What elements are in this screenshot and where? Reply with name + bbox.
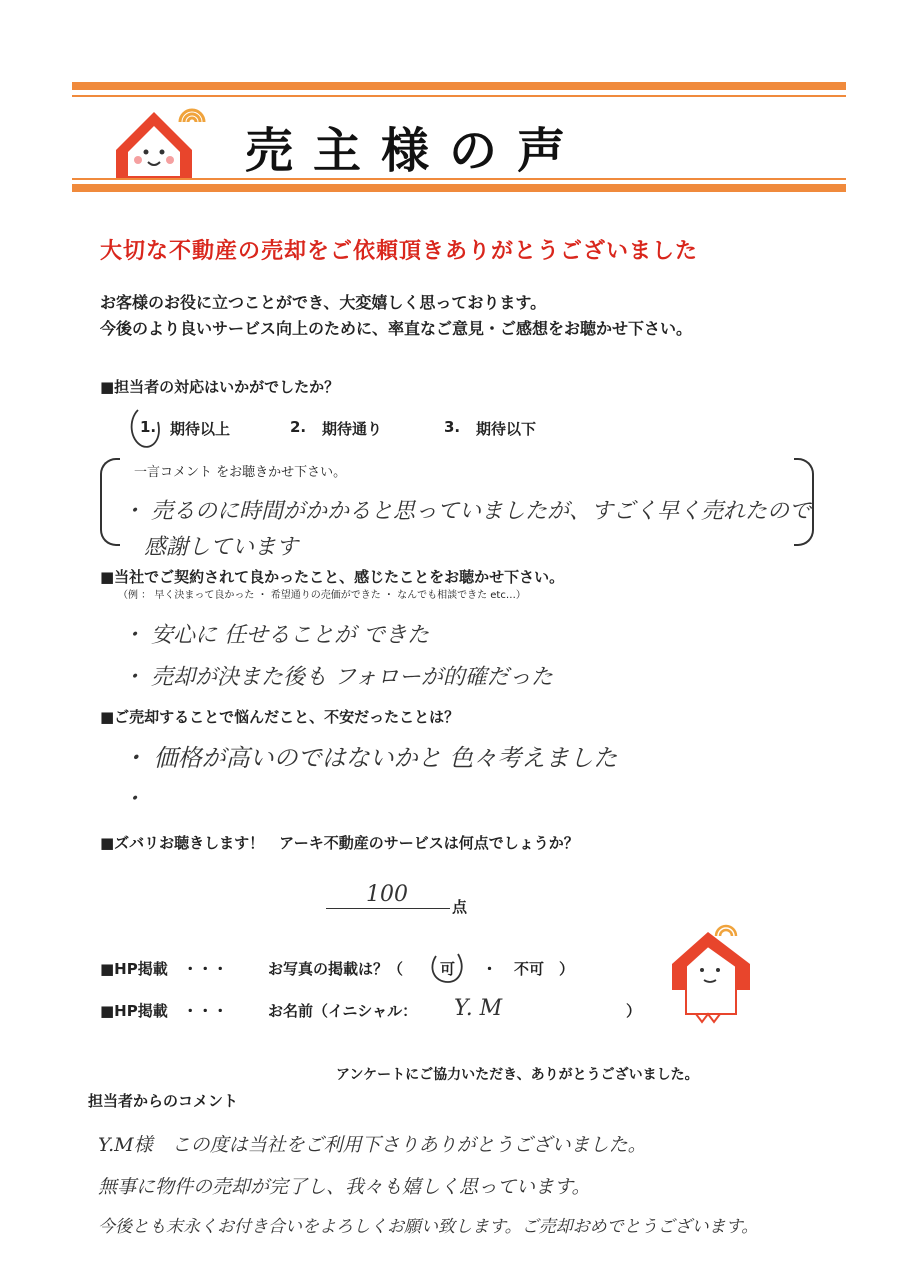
hp-name-value: Y. M [454,996,503,1021]
house-mascot-icon [108,100,208,182]
header-top-thin-bar [72,95,846,97]
comment-answer-line-2: 感謝しています [144,535,299,560]
comment-label: 一言コメント をお聴きかせ下さい。 [134,465,347,480]
good-points-answer-2: ・ 売却が決また後も フォローが的確だった [122,665,553,690]
option-3-label[interactable]: 期待以下 [476,420,537,438]
photo-consent-yes[interactable]: 可 [440,960,456,978]
option-3-number[interactable]: 3. [444,418,461,436]
score-unit: 点 [452,898,468,916]
good-points-example: （例 ： 早く決まって良かった ・ 希望通りの売価ができた ・ なんでも相談できた etc…） [118,590,526,601]
lead-message: 大切な不動産の売却をご依頼頂きありがとうございました [100,239,699,264]
hp-photo-label: ■HP掲載 ・・・ [100,960,228,978]
survey-thanks: アンケートにご協力いただき、ありがとうございました。 [336,1067,699,1083]
hp-photo-question: お写真の掲載は？（ [268,960,404,978]
comment-answer-line-1: ・ 売るのに時間がかかると思っていましたが、すごく早く売れたので [122,499,811,524]
good-points-answer-1: ・ 安心に 任せることが できた [122,623,429,648]
staff-comment-line-2: 無事に物件の売却が完了し、我々も嬉しく思っています。 [98,1176,591,1198]
hp-name-question: お名前（イニシャル： [268,1002,418,1020]
question-score: ■ズバリお聴きします！ アーキ不動産のサービスは何点でしょうか？ [100,834,579,852]
score-value: 100 [366,882,408,907]
score-underline [326,908,450,909]
hp-name-label: ■HP掲載 ・・・ [100,1002,228,1020]
photo-consent-sep: ・ [482,960,498,978]
staff-comment-line-1: Y.M様 この度は当社をご利用下さりありがとうございました。 [98,1134,647,1156]
worries-answer-2: ・ [122,787,145,812]
comment-bracket-left [100,458,120,546]
option-2-number[interactable]: 2. [290,418,307,436]
photo-consent-no[interactable]: 不可 ） [514,960,575,978]
page-title: 売主様の声 [245,123,586,179]
staff-comment-heading: 担当者からのコメント [88,1092,239,1110]
intro-line-2: 今後のより良いサービス向上のために、率直なご意見・ご感想をお聴かせ下さい。 [100,319,693,338]
option-1-number[interactable]: 1. [140,418,157,436]
worries-answer-1: ・ 価格が高いのではないかと 色々考えました [122,744,618,772]
option-2-label[interactable]: 期待通り [322,420,383,438]
question-worries: ■ご売却することで悩んだこと、不安だったことは？ [100,708,460,726]
hp-name-close: ） [626,1002,642,1020]
header-top-bar [72,82,846,90]
header-bottom-bar [72,184,846,192]
option-1-label[interactable]: 期待以上 [170,420,231,438]
staff-comment-line-3: 今後とも末永くお付き合いをよろしくお願い致します。ご売却おめでとうございます。 [98,1217,759,1237]
intro-line-1: お客様のお役に立つことができ、大変嬉しく思っております。 [100,293,547,312]
question-good-points: ■当社でご契約されて良かったこと、感じたことをお聴かせ下さい。 [100,568,565,586]
house-mascot-icon [666,918,758,1028]
question-staff-response: ■担当者の対応はいかがでしたか？ [100,378,340,396]
